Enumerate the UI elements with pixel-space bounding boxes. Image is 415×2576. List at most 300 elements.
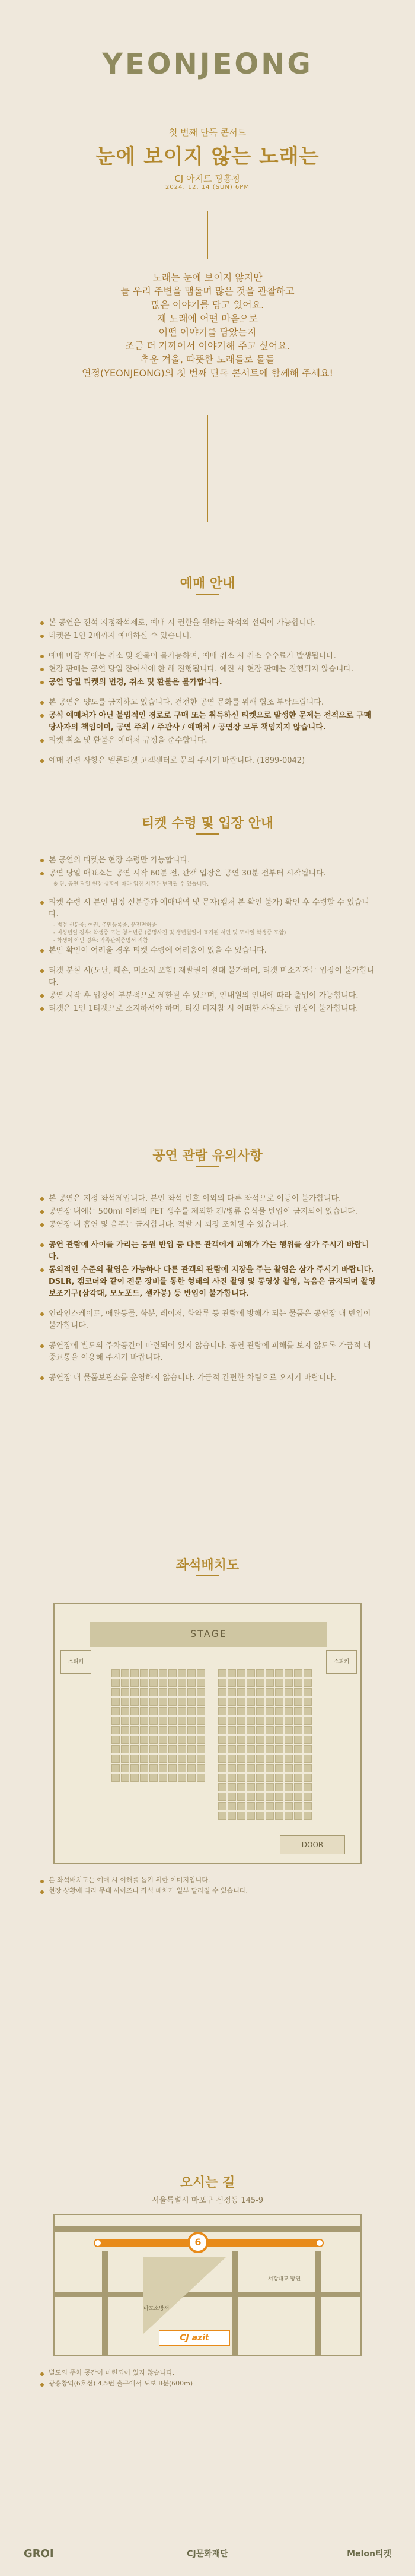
- seat: [237, 1774, 245, 1782]
- seat: [304, 1679, 312, 1687]
- seat: [159, 1707, 167, 1715]
- seat: [218, 1755, 226, 1763]
- seat: [197, 1736, 205, 1744]
- list-item: 공연장 내 흡연 및 음주는 금지합니다. 적발 시 퇴장 조치될 수 있습니다.: [40, 1219, 378, 1231]
- footer-logo-left: GROI: [24, 2548, 54, 2560]
- seat: [237, 1783, 245, 1791]
- seat: [247, 1688, 255, 1696]
- seat: [294, 1679, 302, 1687]
- seat: [149, 1764, 158, 1772]
- seat: [159, 1698, 167, 1706]
- seat: [294, 1764, 302, 1772]
- seat: [218, 1707, 226, 1715]
- list-item: 공식 예매처가 아닌 불법적인 경로로 구매 또는 취득하신 티켓으로 발생한 문제는 전적으로 구매 당사자의 책임이며, 공연 주최 / 주관사 / 예매처 / 공연장 모두 책임지지 않습니다.: [40, 710, 378, 734]
- seat: [237, 1745, 245, 1753]
- seat: [247, 1745, 255, 1753]
- exit-marker: [94, 2239, 102, 2247]
- seat: [168, 1774, 177, 1782]
- seat: [168, 1717, 177, 1725]
- intro-line: 많은 이야기를 담고 있어요.: [151, 299, 264, 310]
- seat: [304, 1755, 312, 1763]
- seat: [168, 1679, 177, 1687]
- seat: [304, 1745, 312, 1753]
- seat: [285, 1698, 293, 1706]
- location-map: [53, 2214, 362, 2356]
- seat: [304, 1793, 312, 1801]
- seat: [237, 1717, 245, 1725]
- seat: [130, 1774, 139, 1782]
- seat: [197, 1755, 205, 1763]
- seat: [294, 1812, 302, 1820]
- seat: [304, 1669, 312, 1677]
- seat: [130, 1669, 139, 1677]
- seat: [218, 1688, 226, 1696]
- seat: [149, 1745, 158, 1753]
- seat: [294, 1774, 302, 1782]
- list-item: 공연장 내에는 500ml 이하의 PET 생수를 제외한 캔/병류 음식물 반입이 금지되어 있습니다.: [40, 1206, 378, 1218]
- seat: [266, 1783, 274, 1791]
- seat: [275, 1764, 283, 1772]
- seat: [197, 1669, 205, 1677]
- seat: [237, 1726, 245, 1734]
- seat: [121, 1726, 129, 1734]
- list-item: 동의적인 수준의 촬영은 가능하나 다른 관객의 관람에 지장을 주는 촬영은 삼가 주시기 바랍니다. DSLR, 캠코더와 같이 전문 장비를 통한 형태의 사진 촬영 및 동영상 촬영, 녹음은 금지되며 촬영 보조기구(삼각대, 모노포드, 셀카봉) 등 반입이 불가합니다.: [40, 1264, 378, 1300]
- seat: [197, 1688, 205, 1696]
- footer-logo-center: CJ문화재단: [187, 2549, 228, 2559]
- seat: [285, 1688, 293, 1696]
- seat: [228, 1783, 236, 1791]
- list-item: 광흥창역(6호선) 4,5번 출구에서 도보 8분(600m): [40, 2379, 378, 2388]
- section-underline: [196, 594, 219, 595]
- list-item: 본 공연은 지정 좌석제입니다. 본인 좌석 번호 이외의 다른 좌석으로 이동이 불가합니다.: [40, 1193, 378, 1205]
- seat: [149, 1726, 158, 1734]
- seat: [197, 1698, 205, 1706]
- seat: [247, 1793, 255, 1801]
- seat: [228, 1745, 236, 1753]
- seat: [187, 1726, 196, 1734]
- seat: [275, 1698, 283, 1706]
- seat: [168, 1764, 177, 1772]
- seat: [140, 1717, 148, 1725]
- section-underline: [196, 833, 219, 835]
- seat: [256, 1679, 264, 1687]
- seat: [197, 1679, 205, 1687]
- list-item: 예매 마감 후에는 취소 및 환불이 불가능하며, 예매 취소 시 취소 수수료가 발생됩니다.: [40, 651, 378, 662]
- concert-date: 2024. 12. 14 (SUN) 6PM: [165, 184, 250, 191]
- seat: [304, 1736, 312, 1744]
- ticket-list: [40, 855, 378, 1016]
- seat: [304, 1717, 312, 1725]
- seat: [237, 1736, 245, 1744]
- seat: [140, 1774, 148, 1782]
- intro-line: 노래는 눈에 보이지 않지만: [152, 272, 263, 283]
- landmark: 서강대교 방면: [268, 2276, 301, 2282]
- seat: [256, 1764, 264, 1772]
- seat: [237, 1669, 245, 1677]
- intro-text: [0, 271, 415, 380]
- list-item: 현장 판매는 공연 당일 잔여석에 한 해 진행됩니다. 예진 시 현장 판매는 진행되지 않습니다.: [40, 664, 378, 675]
- seat: [218, 1802, 226, 1810]
- seat: [294, 1755, 302, 1763]
- seat: [247, 1783, 255, 1791]
- seat: [275, 1774, 283, 1782]
- seat: [256, 1783, 264, 1791]
- seat: [228, 1679, 236, 1687]
- seat: [140, 1755, 148, 1763]
- seat: [285, 1736, 293, 1744]
- seat: [237, 1698, 245, 1706]
- seat: [187, 1745, 196, 1753]
- seat: [159, 1688, 167, 1696]
- seat: [121, 1717, 129, 1725]
- seat: [275, 1707, 283, 1715]
- seat: [285, 1755, 293, 1763]
- seat: [140, 1679, 148, 1687]
- seat: [130, 1736, 139, 1744]
- footer-logo-right: Melon티켓: [347, 2549, 391, 2559]
- intro-line: 늘 우리 주변을 맴돌며 많은 것을 관찰하고: [120, 285, 295, 297]
- seat: [256, 1793, 264, 1801]
- seat: [178, 1688, 186, 1696]
- list-item: 인라인스케이트, 애완동물, 화분, 레이저, 화약류 등 관람에 방해가 되는 물품은 공연장 내 반입이 불가합니다.: [40, 1308, 378, 1332]
- seat: [228, 1755, 236, 1763]
- seat: [140, 1698, 148, 1706]
- seat: [197, 1717, 205, 1725]
- seat: [187, 1736, 196, 1744]
- seat: [178, 1774, 186, 1782]
- station-marker: 6: [187, 2232, 209, 2253]
- seat: [256, 1707, 264, 1715]
- seat: [266, 1726, 274, 1734]
- seat: [237, 1812, 245, 1820]
- seat: [237, 1679, 245, 1687]
- seat: [111, 1679, 120, 1687]
- seat: [159, 1726, 167, 1734]
- road: [315, 2251, 321, 2356]
- seat: [111, 1698, 120, 1706]
- seat: [266, 1774, 274, 1782]
- seat: [140, 1736, 148, 1744]
- seat: [168, 1755, 177, 1763]
- road: [55, 2292, 362, 2297]
- seat: [228, 1707, 236, 1715]
- road: [55, 2226, 362, 2232]
- section-title-manners: 공연 관람 유의사항: [152, 1149, 263, 1163]
- concert-subtitle: 첫 번째 단독 콘서트: [168, 127, 247, 138]
- list-item: 본인 확인이 어려울 경우 티켓 수령에 어려움이 있을 수 있습니다.: [40, 945, 378, 957]
- seat: [121, 1745, 129, 1753]
- seat: [121, 1736, 129, 1744]
- seat: [237, 1802, 245, 1810]
- seat: [294, 1726, 302, 1734]
- seat: [294, 1669, 302, 1677]
- id-note: - 법정 신분증: 여권, 주민등록증, 운전면허증: [53, 922, 157, 928]
- seat: [159, 1764, 167, 1772]
- seat: [247, 1736, 255, 1744]
- seat: [149, 1755, 158, 1763]
- seat: [304, 1764, 312, 1772]
- seat: [197, 1726, 205, 1734]
- seat: [140, 1726, 148, 1734]
- seat: [285, 1679, 293, 1687]
- seat: [218, 1669, 226, 1677]
- seat: [218, 1698, 226, 1706]
- seat: [304, 1698, 312, 1706]
- intro-line: 연정(YEONJEONG)의 첫 번째 단독 콘서트에 함께해 주세요!: [82, 367, 333, 379]
- list-item: 예매 관련 사항은 멜론티켓 고객센터로 문의 주시기 바랍니다. (1899-0042): [40, 755, 378, 767]
- seat: [218, 1793, 226, 1801]
- seat: [275, 1745, 283, 1753]
- section-title-directions: 오시는 길: [180, 2175, 235, 2190]
- seatmap-notes: [40, 1876, 378, 1897]
- seat: [187, 1717, 196, 1725]
- seat: [247, 1802, 255, 1810]
- intro-line: 추운 겨울, 따뜻한 노래들로 물들: [140, 354, 275, 365]
- seat: [130, 1679, 139, 1687]
- seat: [197, 1764, 205, 1772]
- seat: [285, 1774, 293, 1782]
- seat: [121, 1764, 129, 1772]
- seat: [256, 1688, 264, 1696]
- seat: [266, 1698, 274, 1706]
- seat: [149, 1669, 158, 1677]
- seat: [256, 1726, 264, 1734]
- seat: [266, 1707, 274, 1715]
- seat: [228, 1764, 236, 1772]
- seat: [237, 1793, 245, 1801]
- seat: [275, 1755, 283, 1763]
- seat: [111, 1755, 120, 1763]
- seat: [266, 1812, 274, 1820]
- seat: [228, 1688, 236, 1696]
- seat: [168, 1736, 177, 1744]
- seat: [218, 1812, 226, 1820]
- intro-line: 어떤 이야기를 담았는지: [158, 326, 257, 338]
- list-item: 티켓은 1인 2매까지 예매하실 수 있습니다.: [40, 630, 378, 642]
- seat: [159, 1717, 167, 1725]
- seat: [168, 1688, 177, 1696]
- seat: [294, 1802, 302, 1810]
- seat: [266, 1755, 274, 1763]
- seat: [266, 1745, 274, 1753]
- seat: [237, 1688, 245, 1696]
- seat: [130, 1688, 139, 1696]
- seat: [237, 1707, 245, 1715]
- seat: [159, 1774, 167, 1782]
- seat: [275, 1717, 283, 1725]
- seat-map: [53, 1603, 362, 1864]
- seat: [218, 1679, 226, 1687]
- seat: [178, 1745, 186, 1753]
- seat: [178, 1755, 186, 1763]
- seat: [111, 1688, 120, 1696]
- seat: [121, 1774, 129, 1782]
- seat: [285, 1717, 293, 1725]
- seat: [121, 1707, 129, 1715]
- section-underline: [196, 1166, 219, 1167]
- seat: [294, 1793, 302, 1801]
- seat: [187, 1774, 196, 1782]
- seat: [159, 1669, 167, 1677]
- seat: [218, 1726, 226, 1734]
- seat: [218, 1736, 226, 1744]
- seat: [285, 1726, 293, 1734]
- seat: [149, 1707, 158, 1715]
- venue: CJ 아지트 광흥창: [174, 173, 241, 184]
- seat: [247, 1669, 255, 1677]
- seat: [197, 1707, 205, 1715]
- seat: [168, 1726, 177, 1734]
- seat: [266, 1688, 274, 1696]
- seat: [187, 1707, 196, 1715]
- list-item: 본 공연의 티켓은 현장 수령만 가능합니다.: [40, 855, 378, 867]
- list-item: 공연 관람에 사이를 가리는 응원 반입 등 다른 관객에게 피해가 가는 행위를 삼가 주시기 바랍니다.: [40, 1239, 378, 1263]
- seat: [294, 1688, 302, 1696]
- seat: [159, 1736, 167, 1744]
- seat: [275, 1669, 283, 1677]
- seat: [130, 1764, 139, 1772]
- seat: [275, 1688, 283, 1696]
- seat: [275, 1783, 283, 1791]
- section-title-seatmap: 좌석배치도: [175, 1558, 240, 1573]
- seat: [149, 1774, 158, 1782]
- seat: [121, 1669, 129, 1677]
- seat: [218, 1764, 226, 1772]
- seat: [228, 1717, 236, 1725]
- seat: [304, 1774, 312, 1782]
- seat: [256, 1755, 264, 1763]
- seat: [266, 1679, 274, 1687]
- list-item: 티켓 취소 및 환불은 예매처 규정을 준수합니다.: [40, 735, 378, 747]
- list-item: 공연장에 별도의 주차공간이 마련되어 있지 않습니다. 공연 관람에 피해를 보지 않도록 가급적 대중교통을 이용해 주시기 바랍니다.: [40, 1340, 378, 1364]
- seat: [140, 1707, 148, 1715]
- seat: [247, 1698, 255, 1706]
- seat: [294, 1736, 302, 1744]
- seat: [111, 1707, 120, 1715]
- seat: [266, 1736, 274, 1744]
- seat: [266, 1802, 274, 1810]
- section-title-booking: 예매 안내: [180, 576, 235, 591]
- seat: [149, 1679, 158, 1687]
- small-note: ※ 단, 공연 당일 현장 상황에 따라 입장 시간은 변경될 수 있습니다.: [53, 881, 209, 887]
- seat: [228, 1736, 236, 1744]
- speaker-right: 스피커: [326, 1650, 357, 1674]
- seat: [187, 1764, 196, 1772]
- seat: [228, 1802, 236, 1810]
- list-item: 별도의 주차 공간이 마련되어 있지 않습니다.: [40, 2368, 378, 2378]
- seat: [228, 1812, 236, 1820]
- seat: [121, 1679, 129, 1687]
- seat: [275, 1726, 283, 1734]
- seat: [130, 1755, 139, 1763]
- stage: STAGE: [90, 1622, 327, 1647]
- seat: [304, 1707, 312, 1715]
- seat: [178, 1707, 186, 1715]
- seat: [256, 1745, 264, 1753]
- seat: [228, 1698, 236, 1706]
- seat: [130, 1726, 139, 1734]
- subway-line: [96, 2239, 321, 2247]
- seat: [187, 1669, 196, 1677]
- list-item: 공연장 내 물품보관소를 운영하지 않습니다. 가급적 간편한 차림으로 오시기 바랍니다.: [40, 1372, 378, 1384]
- door: DOOR: [280, 1835, 345, 1854]
- seat: [187, 1688, 196, 1696]
- seat: [130, 1717, 139, 1725]
- seat: [256, 1736, 264, 1744]
- seat: [149, 1688, 158, 1696]
- seat: [237, 1755, 245, 1763]
- list-item: 본 공연은 전석 지정좌석제로, 예매 시 권한을 원하는 좌석의 선택이 가능합니다.: [40, 617, 378, 629]
- seat: [237, 1764, 245, 1772]
- id-note: - 미성년일 경우: 학생증 또는 청소년증 (증명사진 및 생년월일이 표기된 서면 및 모바일 학생증 포함): [53, 930, 286, 936]
- seat: [140, 1764, 148, 1772]
- seat: [294, 1707, 302, 1715]
- seat: [266, 1764, 274, 1772]
- seat: [304, 1688, 312, 1696]
- seat: [111, 1717, 120, 1725]
- seat: [111, 1764, 120, 1772]
- seat: [197, 1774, 205, 1782]
- seat: [294, 1717, 302, 1725]
- seat: [247, 1764, 255, 1772]
- directions-notes: [40, 2368, 378, 2390]
- seat: [266, 1717, 274, 1725]
- concert-title: 눈에 보이지 않는 노래는: [95, 145, 320, 169]
- seat: [149, 1698, 158, 1706]
- list-item: 본 좌석배치도는 예매 시 이해를 돕기 위한 이미지입니다.: [40, 1876, 378, 1885]
- seat: [285, 1802, 293, 1810]
- seat: [218, 1783, 226, 1791]
- seat: [178, 1679, 186, 1687]
- seat: [304, 1726, 312, 1734]
- seat: [247, 1679, 255, 1687]
- seat: [247, 1774, 255, 1782]
- seat: [111, 1726, 120, 1734]
- seat: [266, 1793, 274, 1801]
- seat: [159, 1755, 167, 1763]
- id-note: - 학생이 아닌 경우: 가족관계증명서 지참: [53, 938, 148, 944]
- seat: [218, 1745, 226, 1753]
- seat: [247, 1707, 255, 1715]
- seat: [256, 1802, 264, 1810]
- seat: [111, 1736, 120, 1744]
- seat: [130, 1698, 139, 1706]
- seat: [178, 1669, 186, 1677]
- section-underline: [196, 1575, 219, 1576]
- seat: [285, 1707, 293, 1715]
- seat: [304, 1812, 312, 1820]
- intro-line: 제 노래에 어떤 마음으로: [157, 313, 258, 324]
- seat: [178, 1698, 186, 1706]
- seat: [256, 1812, 264, 1820]
- logo: YEONJEONG: [102, 47, 313, 81]
- seat: [218, 1774, 226, 1782]
- seat: [187, 1679, 196, 1687]
- seat: [266, 1669, 274, 1677]
- seat: [121, 1755, 129, 1763]
- seat: [285, 1812, 293, 1820]
- seat: [130, 1707, 139, 1715]
- seat: [247, 1717, 255, 1725]
- seat: [275, 1793, 283, 1801]
- seat: [121, 1698, 129, 1706]
- landmark: 마포소방서: [143, 2306, 170, 2312]
- seat: [178, 1726, 186, 1734]
- road: [232, 2251, 238, 2356]
- seat: [247, 1755, 255, 1763]
- seat: [228, 1669, 236, 1677]
- seat: [111, 1669, 120, 1677]
